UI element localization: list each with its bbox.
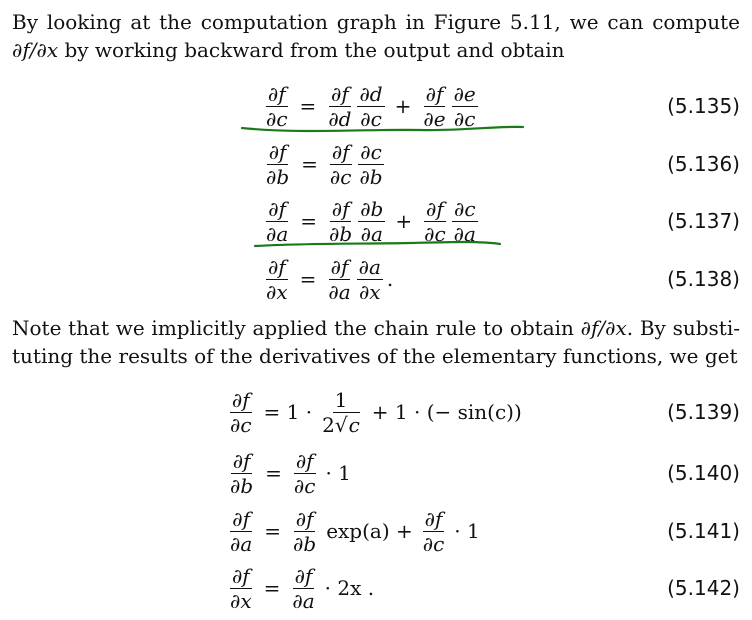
frac-lhs: $\frac{\partial f}{\partial c}$: [266, 81, 288, 131]
equation-number: (5.138): [667, 267, 740, 291]
equation-number: (5.135): [667, 94, 740, 118]
chain-math-dfdx: ∂f/∂x: [580, 316, 627, 340]
chain-rule-paragraph: [12, 314, 740, 370]
equation-5-136: $\frac{\partial f}{\partial b}$ = $\frac{\partial f}{\partial c}$ $\frac{\partial c}{\partial b}$ (5.136): [0, 136, 752, 192]
chain-line-1: Note that we implicitly applied the chain rule to obtain ∂f/∂x. By substi-: [12, 316, 740, 340]
intro-paragraph: [12, 8, 740, 64]
intro-line-1: By looking at the computation graph in Figure 5.11, we can compute: [12, 10, 740, 34]
equation-number: (5.142): [667, 576, 740, 600]
equation-5-139: $\frac{\partial f}{\partial c}$ = 1 · $\frac{1}{2√c}$ + 1 · (− sin(c)) (5.139): [0, 382, 752, 442]
equation-5-142: $\frac{\partial f}{\partial x}$ = $\frac{\partial f}{\partial a}$ · 2x . (5.142): [0, 560, 752, 616]
chain-line-2: tuting the results of the derivatives of the elementary functions, we get: [12, 344, 738, 368]
intro-line-2: [12, 36, 740, 64]
equation-5-138: $\frac{\partial f}{\partial x}$ = $\frac{\partial f}{\partial a}$ $\frac{\partial a}{\partial x}$ . (5.138): [0, 251, 752, 307]
equation-number: (5.141): [667, 519, 740, 543]
equation-number: (5.139): [667, 400, 740, 424]
equation-5-135: $\frac{\partial f}{\partial c}$ = $\frac{\partial f}{\partial d}$ $\frac{\partial d}{\partial c}$ + $\frac{\partial f}{\partial e}$ $\frac{\partial e}{\partial c}$ (5.135): [0, 78, 752, 134]
equation-number: (5.140): [667, 461, 740, 485]
equation-number: (5.137): [667, 209, 740, 233]
intro-math-dfdx: ∂f/∂x: [12, 38, 59, 62]
equation-5-141: $\frac{\partial f}{\partial a}$ = $\frac{\partial f}{\partial b}$ exp(a) + $\frac{\partial f}{\partial c}$ · 1 (5.141): [0, 503, 752, 559]
intro-line-2-text: by working backward from the output and obtain: [58, 38, 565, 62]
equation-5-140: $\frac{\partial f}{\partial b}$ = $\frac{\partial f}{\partial c}$ · 1 (5.140): [0, 445, 752, 501]
equation-number: (5.136): [667, 152, 740, 176]
equation-5-137: $\frac{\partial f}{\partial a}$ = $\frac{\partial f}{\partial b}$ $\frac{\partial b}{\partial a}$ + $\frac{\partial f}{\partial c}$ $\frac{\partial c}{\partial a}$ (5.137): [0, 193, 752, 249]
